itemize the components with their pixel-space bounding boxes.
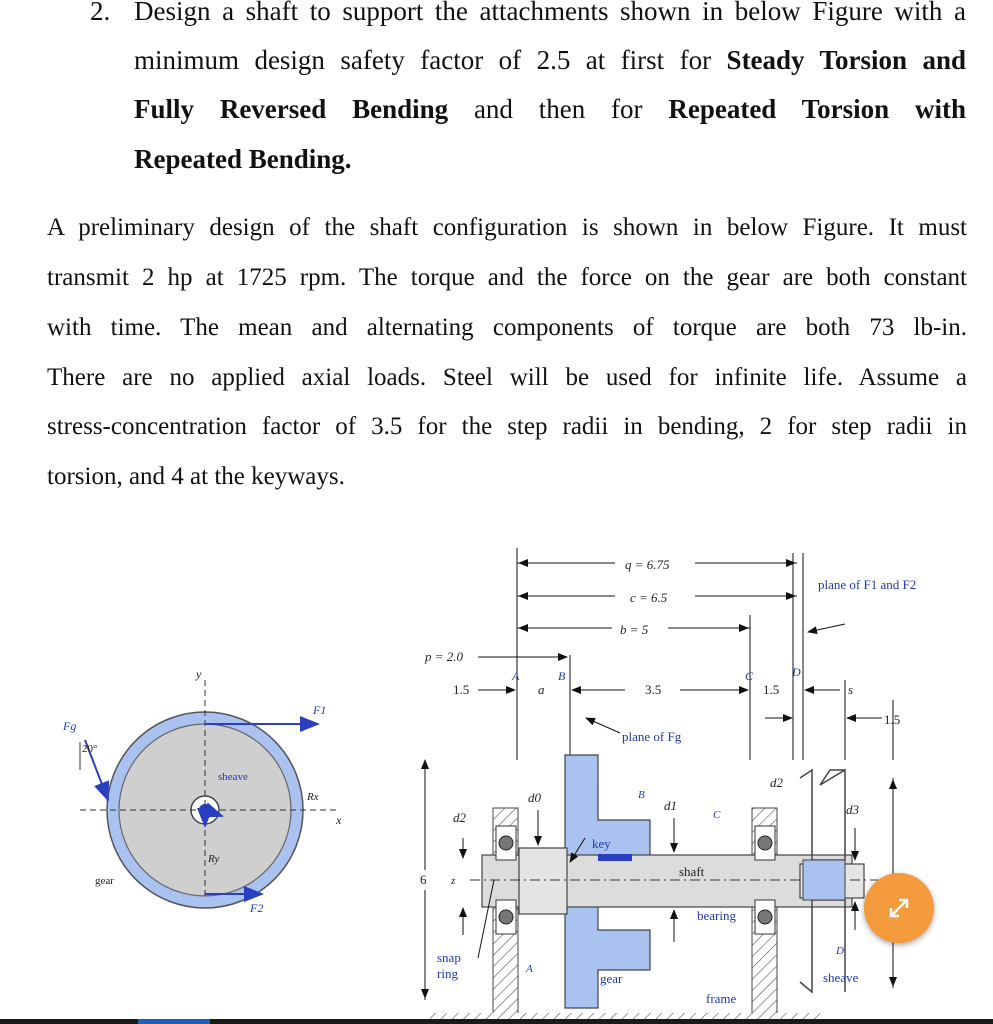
expand-arrows-icon xyxy=(886,895,912,921)
d0-label: d0 xyxy=(528,790,541,805)
d3-label: d3 xyxy=(846,802,859,817)
sheave-body xyxy=(800,770,845,860)
shaft-figure xyxy=(0,540,993,1020)
question-text: and then for xyxy=(448,94,669,124)
shaft-step-left xyxy=(519,848,567,914)
paragraph-line-5: stress-concentration factor of 3.5 for the step radii in bending, 2 for step radii in xyxy=(47,413,967,440)
dim-15-left: 1.5 xyxy=(453,682,470,697)
side-view xyxy=(62,667,342,915)
question-line-2 xyxy=(134,45,966,75)
question-number: 2. xyxy=(90,0,111,26)
bottom-bar-active-segment xyxy=(138,1019,210,1024)
plane-fg-label: plane of Fg xyxy=(622,729,682,744)
height-6-label: 6 xyxy=(420,872,427,887)
snap-ring-label-1: snap xyxy=(437,950,461,965)
question-bold: Steady Torsion and xyxy=(726,45,967,75)
f1-label: F1 xyxy=(313,703,327,717)
a-point-label: A xyxy=(526,963,533,975)
bearing-label: bearing xyxy=(697,908,736,923)
sheave-side-label: sheave xyxy=(823,970,859,985)
d-point-label: D xyxy=(836,945,844,957)
q-label: q = 6.75 xyxy=(625,557,670,572)
point-a: A xyxy=(512,669,520,683)
rx-label: Rx xyxy=(307,791,319,803)
point-b: B xyxy=(558,669,566,683)
gear-label: gear xyxy=(95,875,114,887)
question-line-3 xyxy=(134,94,966,124)
f2-label: F2 xyxy=(250,901,264,915)
sheave-label: sheave xyxy=(218,771,248,783)
a-label: a xyxy=(538,682,545,697)
question-text: minimum design safety factor of 2.5 at first for xyxy=(134,45,727,75)
p-label: p = 2.0 xyxy=(425,649,464,664)
gear-side-label: gear xyxy=(600,971,623,986)
d1-label: d1 xyxy=(664,798,677,813)
paragraph-line-4: There are no applied axial loads. Steel will be used for infinite life. Assume a xyxy=(47,364,967,391)
question-line-4 xyxy=(134,144,966,174)
c-point-label: C xyxy=(713,809,721,821)
point-c: C xyxy=(745,669,754,683)
point-d: D xyxy=(792,665,801,679)
shaft-label: shaft xyxy=(679,864,705,879)
frame-label: frame xyxy=(706,991,737,1006)
gear-key xyxy=(598,854,632,861)
plane-f1f2-label: plane of F1 and F2 xyxy=(818,577,917,592)
x-axis-label: x xyxy=(336,813,342,827)
b-point-label: B xyxy=(638,789,645,801)
snap-ring-label-2: ring xyxy=(437,966,458,981)
shaft-assembly xyxy=(418,548,916,1020)
paragraph-line-6: torsion, and 4 at the keyways. xyxy=(47,463,345,490)
b-label: b = 5 xyxy=(620,622,649,637)
expand-button[interactable] xyxy=(864,873,934,943)
question-bold: Repeated Bending. xyxy=(134,144,352,174)
angle-label: 20° xyxy=(82,743,98,755)
dim-15-mid: 1.5 xyxy=(763,682,780,697)
paragraph-line-2: transmit 2 hp at 1725 rpm. The torque and the force on the gear are both constant xyxy=(47,264,967,291)
d2-left-label: d2 xyxy=(453,810,466,825)
c-label: c = 6.5 xyxy=(630,590,668,605)
d2-right-label: d2 xyxy=(770,775,783,790)
paragraph-line-1: A preliminary design of the shaft configuration is shown in below Figure. It must xyxy=(47,214,967,241)
question-bold: Repeated Torsion with xyxy=(668,94,966,124)
ry-label: Ry xyxy=(208,853,220,865)
paragraph-line-3: with time. The mean and alternating components of torque are both 73 lb-in. xyxy=(47,314,967,341)
question-bold: Fully Reversed Bending xyxy=(134,94,449,124)
y-axis-label: y xyxy=(196,667,202,681)
s-label: s xyxy=(848,682,854,697)
question-line-1: Design a shaft to support the attachments shown in below Figure with a xyxy=(134,0,966,26)
fg-label: Fg xyxy=(63,719,77,733)
key-label: key xyxy=(592,836,611,851)
dim-35: 3.5 xyxy=(645,682,662,697)
z-label: z xyxy=(451,875,456,887)
dim-15-right: 1.5 xyxy=(884,712,901,727)
